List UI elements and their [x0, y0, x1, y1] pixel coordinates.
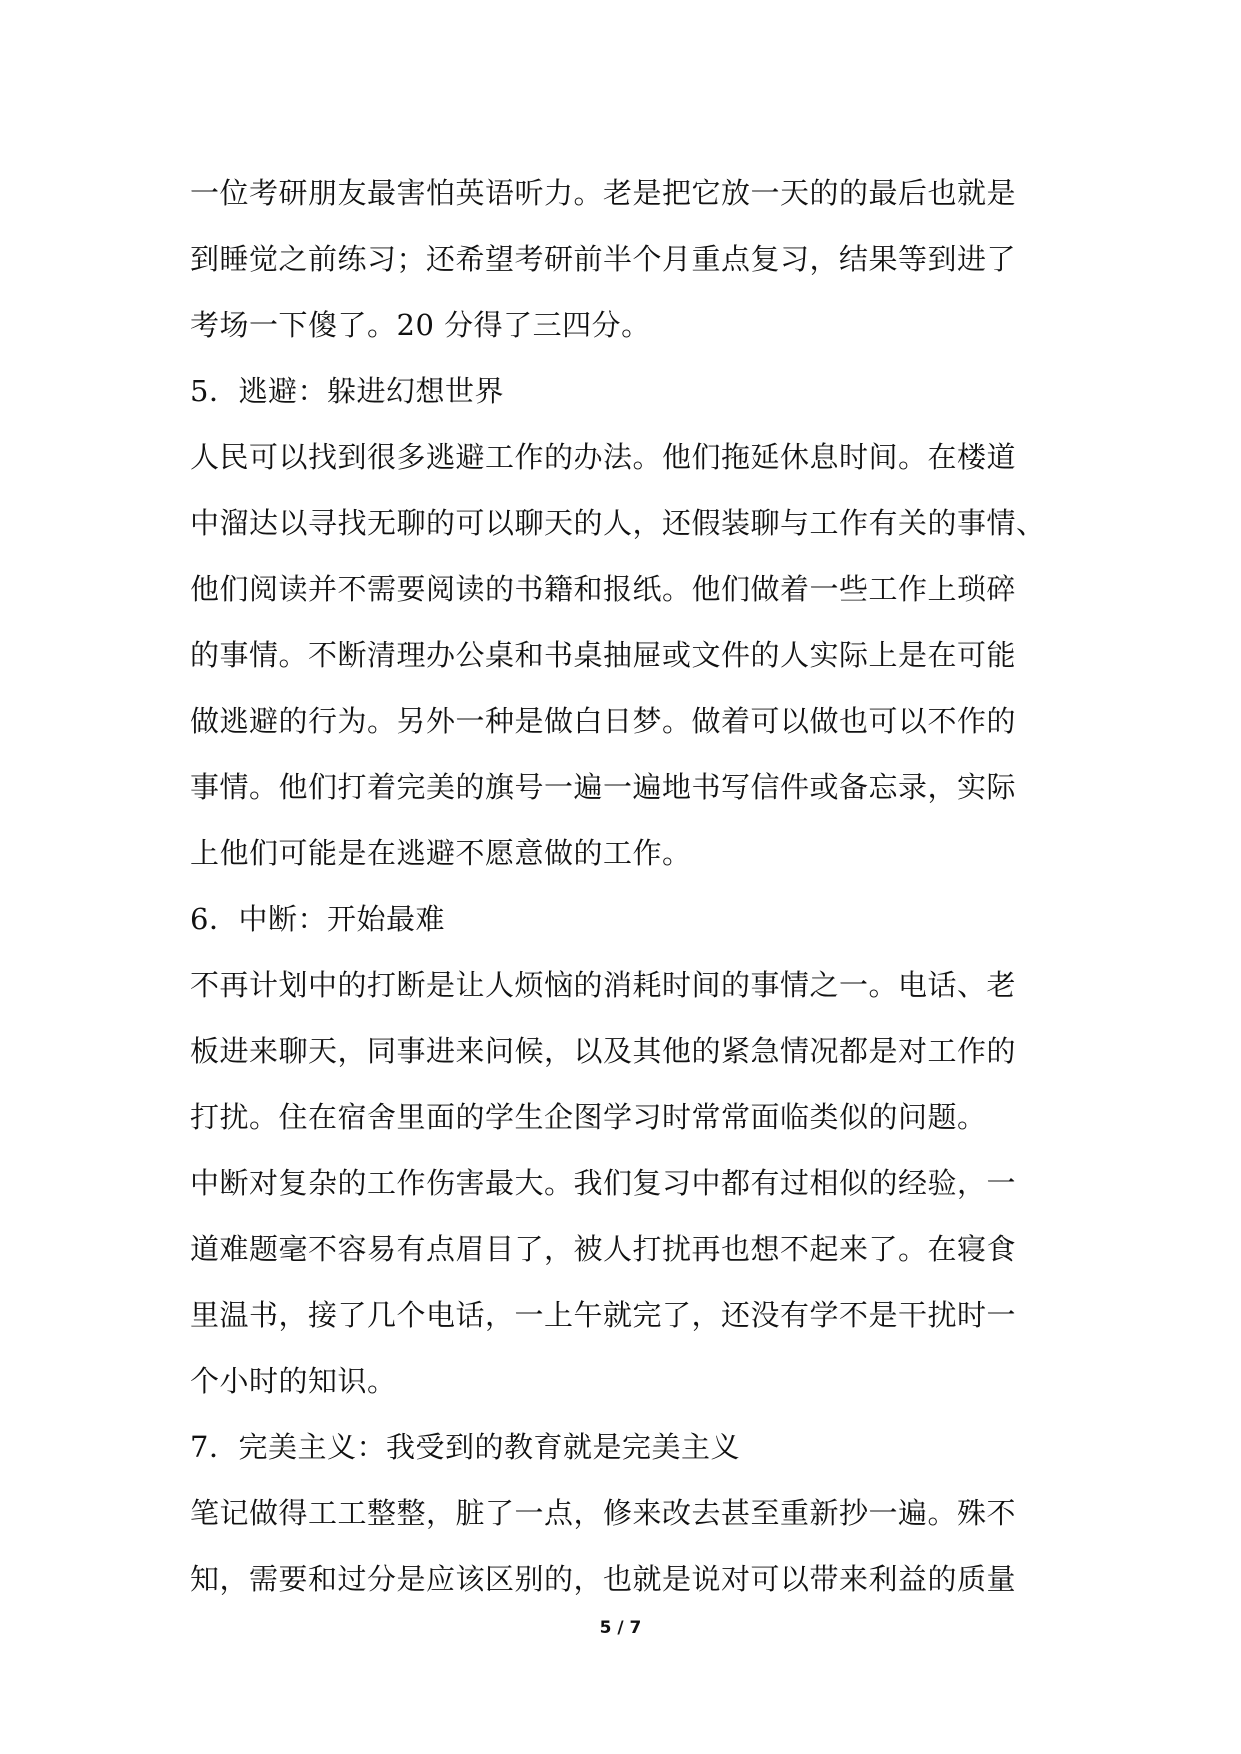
section-heading-5: 5．逃避：躲进幻想世界 — [190, 374, 504, 408]
text-line: 他们阅读并不需要阅读的书籍和报纸。他们做着一些工作上琐碎 — [190, 572, 1017, 606]
text-line: 知，需要和过分是应该区别的，也就是说对可以带来利益的质量 — [190, 1562, 1017, 1596]
text-line: 事情。他们打着完美的旗号一遍一遍地书写信件或备忘录，实际 — [190, 770, 1017, 804]
document-body — [190, 160, 1070, 1612]
text-line: 道难题毫不容易有点眉目了，被人打扰再也想不起来了。在寝食 — [190, 1232, 1017, 1266]
page-number: 5 / 7 — [599, 1618, 642, 1638]
text-line: 不再计划中的打断是让人烦恼的消耗时间的事情之一。电话、老 — [190, 968, 1017, 1002]
text-line: 笔记做得工工整整，脏了一点，修来改去甚至重新抄一遍。殊不 — [190, 1496, 1017, 1530]
section-heading-6: 6．中断：开始最难 — [190, 902, 445, 936]
text-line: 中溜达以寻找无聊的可以聊天的人，还假装聊与工作有关的事情、 — [190, 506, 1046, 540]
text-line: 做逃避的行为。另外一种是做白日梦。做着可以做也可以不作的 — [190, 704, 1017, 738]
text-line: 的事情。不断清理办公桌和书桌抽屉或文件的人实际上是在可能 — [190, 638, 1017, 672]
section-heading-7: 7．完美主义：我受到的教育就是完美主义 — [190, 1430, 740, 1464]
text-line: 个小时的知识。 — [190, 1364, 397, 1398]
text-line: 考场一下傻了。20 分得了三四分。 — [190, 308, 651, 342]
text-line: 打扰。住在宿舍里面的学生企图学习时常常面临类似的问题。 — [190, 1100, 987, 1134]
text-line: 到睡觉之前练习；还希望考研前半个月重点复习，结果等到进了 — [190, 242, 1017, 276]
text-line: 里温书，接了几个电话，一上午就完了，还没有学不是干扰时一 — [190, 1298, 1017, 1332]
text-line: 上他们可能是在逃避不愿意做的工作。 — [190, 836, 692, 870]
text-line: 板进来聊天，同事进来问候，以及其他的紧急情况都是对工作的 — [190, 1034, 1017, 1068]
text-line: 人民可以找到很多逃避工作的办法。他们拖延休息时间。在楼道 — [190, 440, 1017, 474]
text-line: 一位考研朋友最害怕英语听力。老是把它放一天的的最后也就是 — [190, 176, 1017, 210]
text-line: 中断对复杂的工作伤害最大。我们复习中都有过相似的经验，一 — [190, 1166, 1017, 1200]
